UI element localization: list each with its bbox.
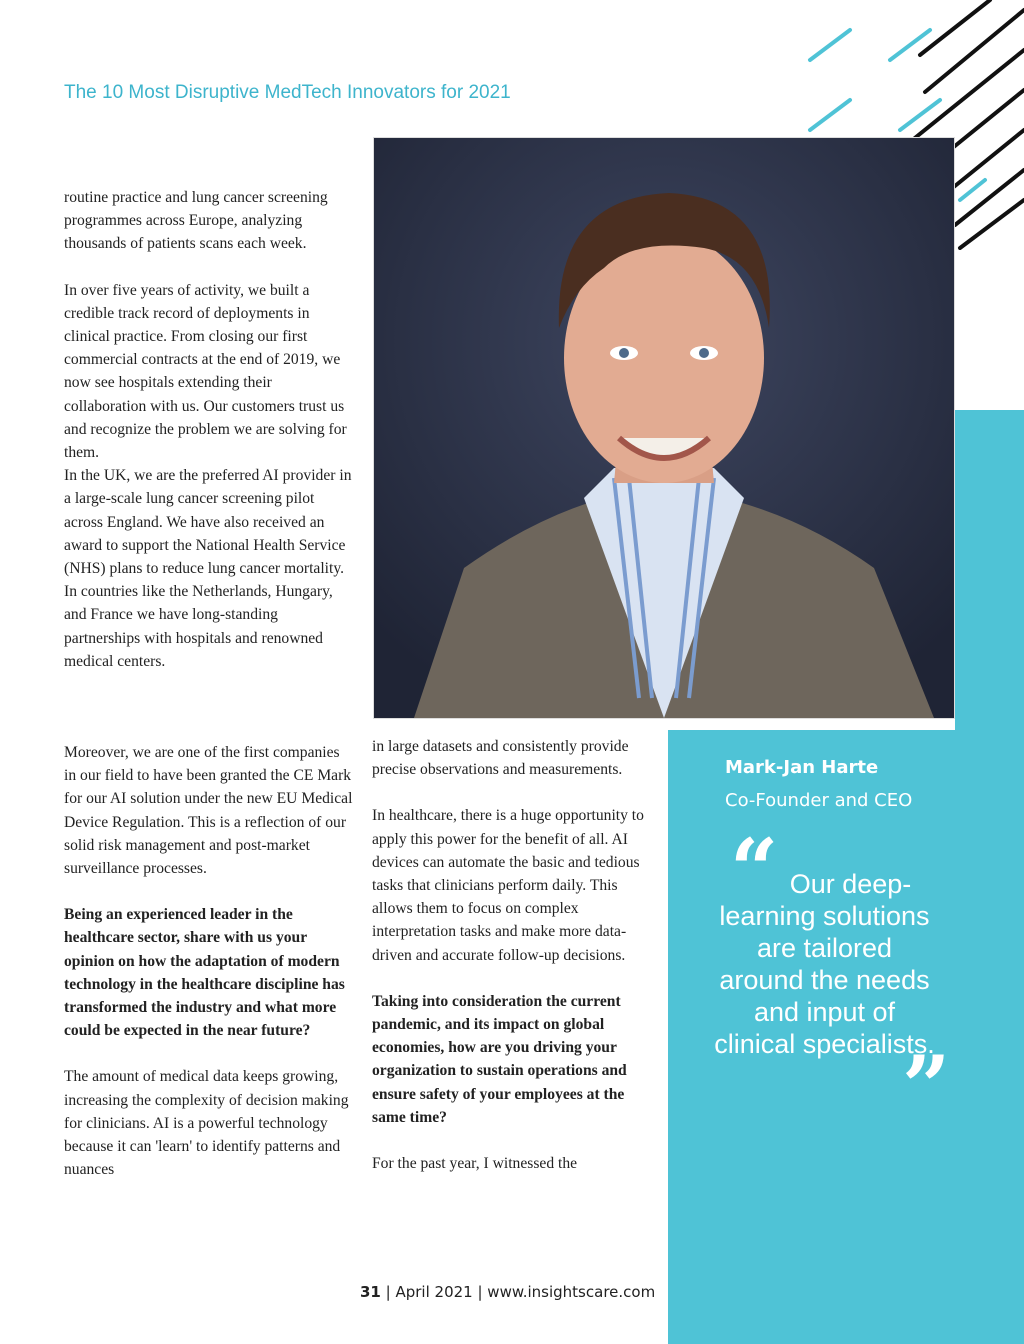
pull-quote: Our deep-learning solutions are tailored around the needs and input of clinical specialists. [714,869,935,1059]
portrait-photo [373,137,955,719]
article-column-1 [64,186,354,696]
footer-separator: | [380,1283,396,1301]
paragraph: In the UK, we are the preferred AI provider in a large-scale lung cancer screening pilot across England. We have also received an award to support the National Health Service (NHS) plans to reduce lung cancer mortality. In countries like the Netherlands, Hungary, and France we have long-standing partnerships with hospitals and renowned medical centers. [64,467,352,670]
paragraph: For the past year, I witnessed the [372,1155,578,1173]
paragraph: routine practice and lung cancer screening programmes across Europe, analyzing thousands of patients scans each week. [64,189,328,253]
paragraph: Moreover, we are one of the first companies in our field to have been granted the CE Mark for our AI solution under the new EU Medical Device Regulation. This is a reflection of our solid risk management and post-market surveillance processes. [64,744,353,878]
footer-separator: | [472,1283,488,1301]
page-number: 31 [360,1283,381,1301]
website-url[interactable]: www.insightscare.com [487,1283,656,1301]
paragraph: In healthcare, there is a huge opportunity to apply this power for the benefit of all. AI devices can automate the basic and tedious tasks that clinicians perform daily. This allows them to focus on complex interpretation tasks and make more data-driven and accurate follow-up decisions. [372,807,644,964]
accent-sidebar-strip [955,410,1024,730]
paragraph: In over five years of activity, we built a credible track record of deployments in clinical practice. From closing our first commercial contracts at the end of 2019, we now see hospitals extending their collaboration with us. Our customers trust us and recognize the problem we are solving for them. [64,281,347,462]
person-name: Mark-Jan Harte [725,757,879,778]
paragraph: in large datasets and consistently provide precise observations and measurements. [372,738,629,779]
article-column-1-lower [64,741,354,1204]
open-quote-icon: “ [730,820,779,919]
page-header-title: The 10 Most Disruptive MedTech Innovators for 2021 [64,82,511,103]
person-role: Co-Founder and CEO [725,790,913,811]
interview-question: Taking into consideration the current pandemic, and its impact on global economies, how are you driving your organization to sustain operations and ensure safety of your employees at the same time? [372,992,627,1126]
close-quote-icon: ” [902,1037,951,1136]
article-column-2 [372,735,654,1198]
paragraph: The amount of medical data keeps growing, increasing the complexity of decision making for clinicians. AI is a powerful technology because it can 'learn' to identify patterns and nuances [64,1068,349,1179]
interview-question: Being an experienced leader in the healthcare sector, share with us your opinion on how the adaptation of modern technology in the healthcare discipline has transformed the industry and what more could be expected in the near future? [64,906,345,1040]
page-footer [360,1283,655,1301]
issue-date: April 2021 [395,1283,473,1301]
